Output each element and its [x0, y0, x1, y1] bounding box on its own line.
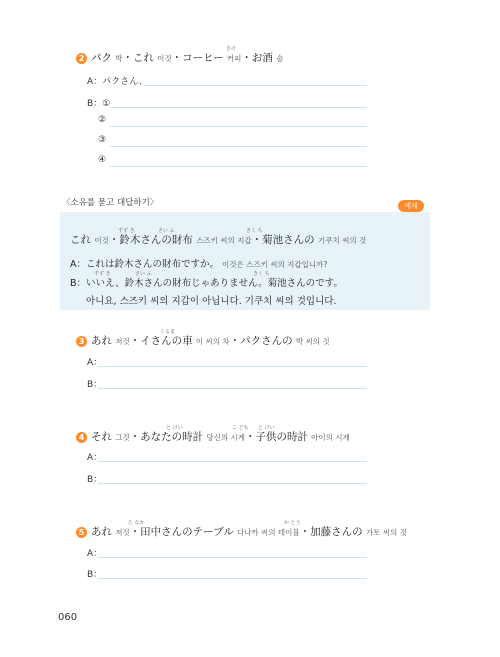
- question-2-prompt: [76, 51, 283, 66]
- page-number: 060: [58, 612, 78, 623]
- prompt-kr: 박: [115, 54, 123, 63]
- example-jp: ・鈴木さんの財布: [108, 234, 193, 246]
- question-number: 4: [76, 432, 87, 443]
- answer-line-2-label: ②: [98, 115, 107, 125]
- prompt-kr: 아이의 시계: [311, 433, 350, 442]
- example-kr: 기쿠치 씨의 것: [318, 236, 367, 245]
- answer-line[interactable]: [98, 578, 367, 579]
- answer-line[interactable]: [144, 85, 367, 86]
- answer-line[interactable]: [110, 166, 367, 167]
- example-jp: ・菊池さんの: [251, 234, 315, 246]
- answer-line[interactable]: [98, 388, 367, 389]
- prompt-kr: 박 씨의 것: [295, 337, 330, 346]
- answer-line[interactable]: [110, 107, 367, 108]
- prompt-jp: あれ: [91, 526, 112, 538]
- example-line-a: [70, 256, 327, 270]
- prompt-kr: 이 씨의 차: [195, 337, 230, 346]
- furigana: すず き: [118, 228, 135, 234]
- answer-b-label: B：: [87, 475, 103, 485]
- furigana: と けい: [166, 425, 183, 431]
- answer-a-label: A：: [87, 549, 103, 559]
- prompt-jp: ・子供の時計: [244, 431, 308, 443]
- speaker-a-label: A：: [70, 259, 86, 270]
- prompt-kr: 다나카 씨의 테이블: [236, 528, 300, 537]
- answer-line[interactable]: [110, 146, 367, 147]
- furigana: くるま: [160, 329, 176, 335]
- answer-line[interactable]: [98, 366, 367, 367]
- speaker-b-label: B：: [70, 278, 87, 289]
- prompt-jp: それ: [91, 431, 112, 443]
- prompt-kr: 커피: [226, 54, 242, 63]
- prompt-jp: ・イさんの車: [129, 335, 193, 347]
- section-title: 〈소유를 묻고 대답하기〉: [62, 198, 159, 208]
- prompt-kr: 그것: [115, 433, 130, 442]
- furigana: こ ども: [232, 425, 249, 431]
- answer-a-label: A：: [87, 358, 103, 368]
- furigana: すず き: [94, 271, 111, 277]
- example-jp: いいえ、鈴木さんの財布じゃありません。菊池さんのです。: [86, 278, 343, 289]
- furigana: きく ち: [246, 228, 263, 234]
- example-translation: 아니요, 스즈키 씨의 지갑이 아닙니다. 기쿠치 씨의 것입니다.: [86, 296, 337, 307]
- answer-a-label: A：: [87, 453, 103, 463]
- prompt-kr: 저것: [115, 528, 130, 537]
- prompt-kr: 술: [276, 54, 284, 63]
- question-4-prompt: [76, 430, 350, 445]
- question-number: 2: [76, 53, 87, 64]
- prompt-jp: ・あなたの時計: [129, 431, 204, 443]
- prompt-jp: パク: [91, 52, 112, 64]
- prompt-kr: 저것: [115, 337, 130, 346]
- answer-line[interactable]: [110, 126, 367, 127]
- example-jp: これ: [70, 234, 91, 246]
- prompt-jp: あれ: [91, 335, 112, 347]
- example-jp: これは鈴木さんの財布ですか。: [86, 259, 220, 270]
- answer-line-a-label: A：パクさん、: [87, 77, 148, 87]
- answer-line[interactable]: [98, 483, 367, 484]
- prompt-kr: 이것: [157, 54, 172, 63]
- answer-b-label: B：: [87, 570, 103, 580]
- furigana: きく ち: [253, 271, 270, 277]
- furigana: と けい: [258, 425, 275, 431]
- furigana: か とう: [284, 520, 301, 526]
- question-number: 5: [76, 527, 87, 538]
- answer-line[interactable]: [98, 461, 367, 462]
- furigana: た なか: [128, 520, 145, 526]
- prompt-jp: ・コーヒー: [171, 52, 224, 64]
- prompt-jp: ・加藤さんの: [299, 526, 363, 538]
- answer-line-3-label: ③: [98, 135, 107, 145]
- prompt-kr: 가토 씨의 것: [365, 528, 407, 537]
- answer-b-label: B：: [87, 380, 103, 390]
- prompt-jp: ・パクさんの: [229, 335, 293, 347]
- answer-line[interactable]: [98, 557, 367, 558]
- prompt-jp: ・田中さんのテーブル: [129, 526, 234, 538]
- example-line-b: [70, 275, 343, 289]
- example-kr: 이것: [94, 236, 109, 245]
- question-3-prompt: [76, 334, 330, 349]
- example-kr: 스즈키 씨의 지갑: [196, 236, 252, 245]
- furigana: さけ: [226, 46, 237, 52]
- example-badge: 예제: [398, 200, 424, 212]
- answer-line-b-label: B：①: [87, 99, 111, 109]
- prompt-jp: ・お酒: [241, 52, 273, 64]
- example-header: [70, 232, 366, 247]
- prompt-kr: 당신의 시계: [206, 433, 245, 442]
- furigana: さい ふ: [158, 228, 175, 234]
- example-kr: 이것은 스즈키 씨의 지갑입니까?: [222, 260, 328, 269]
- answer-line-4-label: ④: [98, 155, 107, 165]
- prompt-jp: ・これ: [122, 52, 154, 64]
- furigana: さい ふ: [135, 271, 152, 277]
- question-5-prompt: [76, 525, 407, 540]
- question-number: 3: [76, 336, 87, 347]
